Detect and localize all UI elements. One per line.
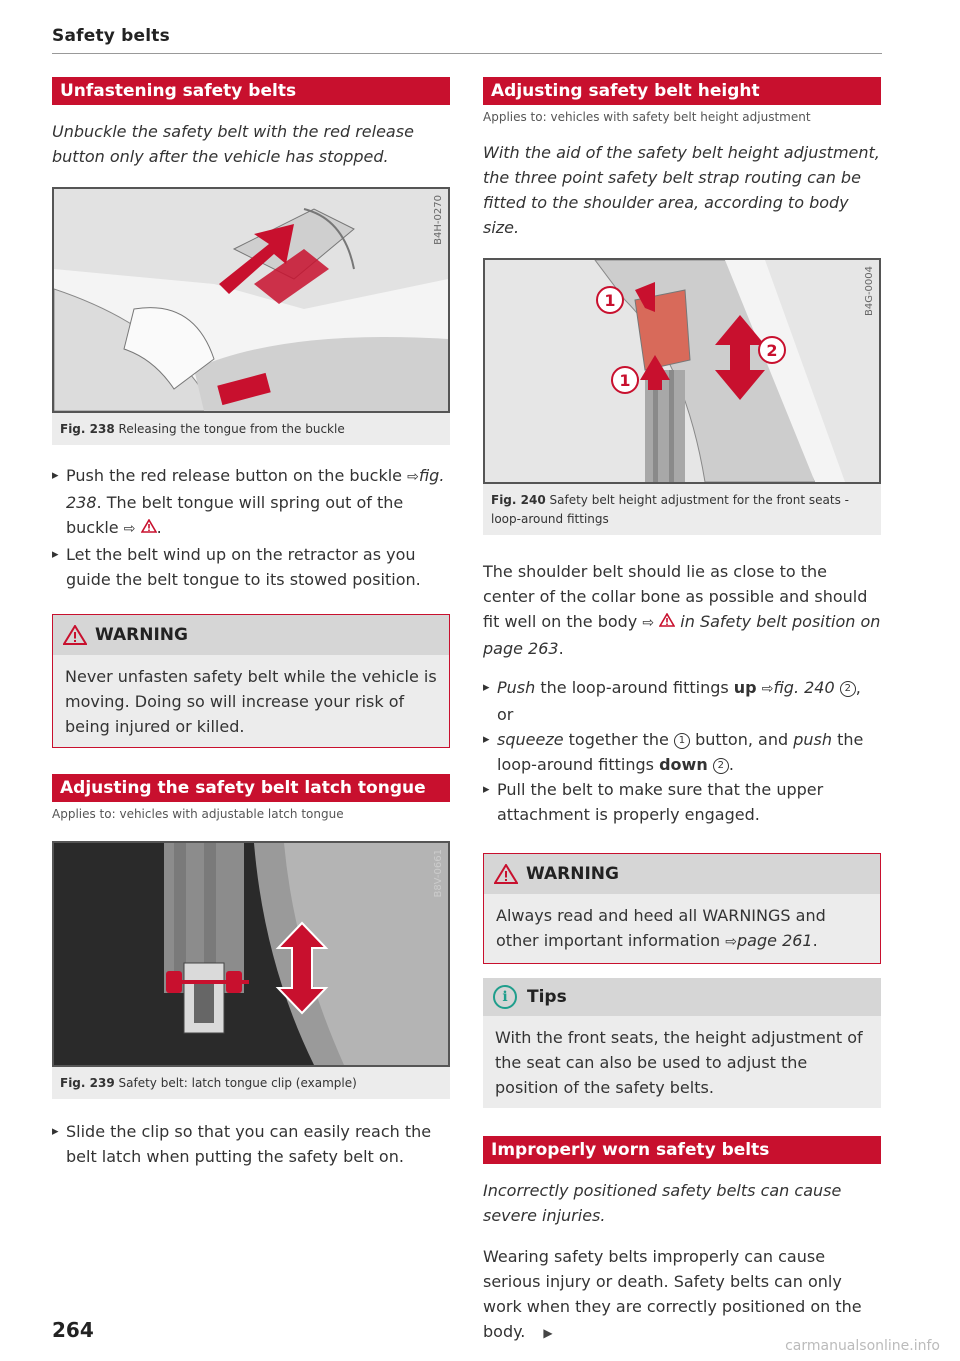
info-icon: i xyxy=(493,985,517,1009)
figure-240-code: B4G-0004 xyxy=(864,266,875,317)
figure-239 xyxy=(52,841,450,1099)
callout-ref-2: 2 xyxy=(713,758,729,774)
callout-ref-1: 1 xyxy=(674,733,690,749)
list-item: ▸ Let the belt wind up on the retractor as you guide the belt tongue to its stowed position. xyxy=(52,542,450,592)
figure-240-label: Fig. 240 xyxy=(491,493,546,507)
unfastening-steps xyxy=(52,463,450,592)
warning-icon xyxy=(141,519,157,533)
shoulder-belt-paragraph: The shoulder belt should lie as close to the center of the collar bone as possible and should fit well on the body ⇨ in Safety belt position on page 263. xyxy=(483,562,881,658)
list-item: ▸ Push the red release button on the buckle ⇨fig. 238. The belt tongue will spring out of the buckle ⇨ . xyxy=(52,463,450,542)
latch-tongue-illustration xyxy=(54,843,448,1065)
warning-box-unfastening xyxy=(52,614,450,748)
page-ref-263[interactable]: in Safety belt position on page 263 xyxy=(483,612,881,658)
figure-240 xyxy=(483,258,881,535)
latch-tongue-steps xyxy=(52,1119,450,1169)
tips-title: Tips xyxy=(527,987,567,1007)
fig-ref-238[interactable]: fig. 238 xyxy=(66,466,445,512)
list-item: ▸ Pull the belt to make sure that the upper attachment is properly engaged. xyxy=(483,777,881,827)
section-title-unfastening: Unfastening safety belts xyxy=(52,77,450,105)
page-ref-261[interactable]: page 261 xyxy=(737,931,813,950)
list-item: ▸ Slide the clip so that you can easily reach the belt latch when putting the safety belt on. xyxy=(52,1119,450,1169)
applies-latch-tongue: Applies to: vehicles with adjustable latch tongue xyxy=(52,807,344,821)
applies-belt-height: Applies to: vehicles with safety belt height adjustment xyxy=(483,110,811,124)
figure-239-text: Safety belt: latch tongue clip (example) xyxy=(118,1076,357,1090)
section-intro-belt-height: With the aid of the safety belt height adjustment, the three point safety belt strap routing can be fitted to the shoulder area, according to body size. xyxy=(483,143,880,237)
warning-icon xyxy=(63,625,87,645)
watermark: carmanualsonline.info xyxy=(785,1338,940,1354)
warning-title: WARNING xyxy=(526,864,619,884)
figure-238 xyxy=(52,187,450,445)
section-intro-unfastening: Unbuckle the safety belt with the red release button only after the vehicle has stopped. xyxy=(52,122,414,166)
callout-1-top: 1 xyxy=(604,291,616,310)
belt-height-steps xyxy=(483,675,881,827)
figure-240-caption xyxy=(483,484,881,535)
continue-arrow-icon: ▶ xyxy=(543,1326,553,1340)
link-arrow[interactable]: ⇨ xyxy=(761,681,774,697)
warning-header xyxy=(53,615,449,655)
warning-icon xyxy=(659,613,675,627)
page-header xyxy=(52,26,882,54)
callout-1-bottom: 1 xyxy=(619,371,631,390)
warning-text: Always read and heed all WARNINGS and other important information ⇨page 261. xyxy=(484,894,880,963)
warning-icon xyxy=(494,864,518,884)
figure-239-code: B8V-0661 xyxy=(433,849,444,898)
tips-header xyxy=(483,978,881,1016)
link-arrow[interactable]: ⇨ xyxy=(725,934,738,950)
link-arrow[interactable]: ⇨ xyxy=(123,521,136,537)
figure-239-caption xyxy=(52,1067,450,1099)
belt-height-illustration xyxy=(485,260,879,482)
page-number: 264 xyxy=(52,1318,94,1342)
warning-title: WARNING xyxy=(95,625,188,645)
page-title: Safety belts xyxy=(52,26,170,46)
tips-text: With the front seats, the height adjustment of the seat can also be used to adjust the position of the safety belts. xyxy=(495,1028,863,1097)
warning-text: Never unfasten safety belt while the vehicle is moving. Doing so will increase your risk of being injured or killed. xyxy=(53,655,449,747)
section-intro-improper: Incorrectly positioned safety belts can cause severe injuries. xyxy=(483,1181,842,1225)
list-item: ▸ Push the loop-around fittings up ⇨fig. 240 2 , xyxy=(483,675,881,702)
improper-paragraph: Wearing safety belts improperly can cause serious injury or death. Safety belts can only work when they are correctly positioned on the body. ▶ xyxy=(483,1247,862,1341)
callout-2: 2 xyxy=(766,341,778,360)
section-title-belt-height: Adjusting safety belt height xyxy=(483,77,881,105)
fig-ref-240[interactable]: fig. 240 xyxy=(773,678,835,697)
figure-239-image xyxy=(52,841,450,1067)
figure-238-code: B4H-0270 xyxy=(433,195,444,245)
buckle-illustration xyxy=(54,189,448,411)
figure-238-label: Fig. 238 xyxy=(60,422,115,436)
callout-ref-2: 2 xyxy=(840,681,856,697)
figure-238-image xyxy=(52,187,450,413)
link-arrow[interactable]: ⇨ xyxy=(642,615,655,631)
warning-header xyxy=(484,854,880,894)
figure-238-text: Releasing the tongue from the buckle xyxy=(118,422,345,436)
left-column xyxy=(52,77,450,1169)
tips-box xyxy=(483,978,881,1108)
list-item-or: or xyxy=(497,705,514,724)
figure-239-label: Fig. 239 xyxy=(60,1076,115,1090)
warning-box-belt-height xyxy=(483,853,881,964)
figure-240-text: Safety belt height adjustment for the front seats - loop-around fittings xyxy=(491,493,849,526)
link-arrow[interactable]: ⇨ xyxy=(407,469,419,485)
figure-238-caption xyxy=(52,413,450,445)
right-column xyxy=(483,77,881,1346)
list-item: ▸ squeeze together the 1 button, and push the loop-around fittings down 2 . xyxy=(483,727,881,777)
figure-240-image xyxy=(483,258,881,484)
section-title-latch-tongue: Adjusting the safety belt latch tongue xyxy=(52,774,450,802)
section-title-improper: Improperly worn safety belts xyxy=(483,1136,881,1164)
